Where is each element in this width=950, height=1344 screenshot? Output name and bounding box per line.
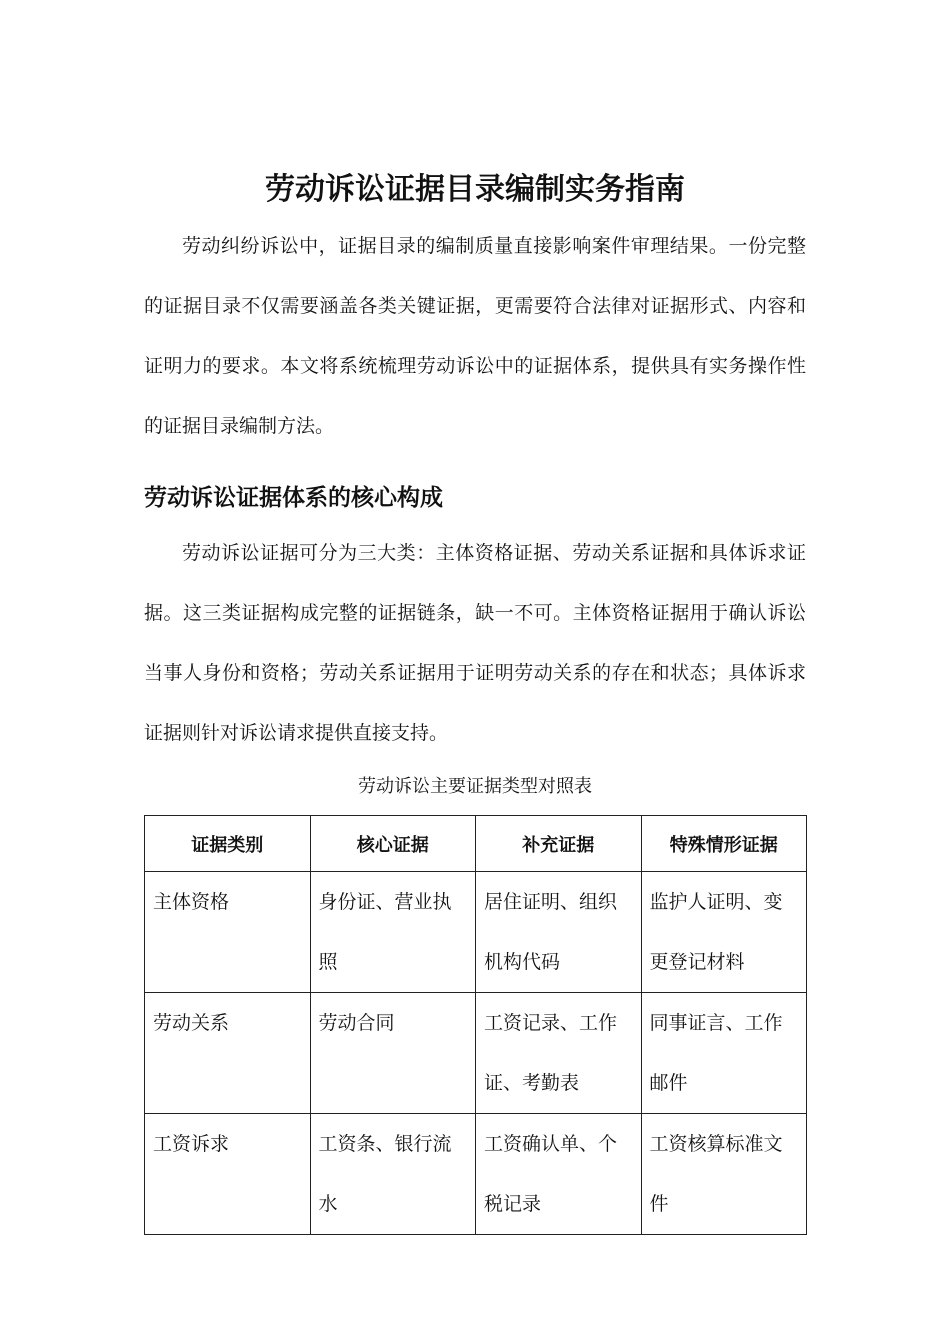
table-header-row [145,816,807,872]
evidence-table [144,815,807,1235]
table-cell: 同事证言、工作邮件 [641,993,807,1114]
column-header: 补充证据 [476,816,642,872]
table-cell: 身份证、营业执照 [310,872,476,993]
intro-paragraph: 劳动纠纷诉讼中，证据目录的编制质量直接影响案件审理结果。一份完整的证据目录不仅需要涵盖各类关键证据，更需要符合法律对证据形式、内容和证明力的要求。本文将系统梳理劳动诉讼中的证据体系，提供具有实务操作性的证据目录编制方法。 [144,235,806,437]
table-cell: 工资核算标准文件 [641,1114,807,1235]
table-cell: 劳动关系 [145,993,311,1114]
table-row [145,872,807,993]
table-caption: 劳动诉讼主要证据类型对照表 [358,776,592,797]
section-paragraph: 劳动诉讼证据可分为三大类：主体资格证据、劳动关系证据和具体诉求证据。这三类证据构成完整的证据链条，缺一不可。主体资格证据用于确认诉讼当事人身份和资格；劳动关系证据用于证明劳动关系的存在和状态；具体诉求证据则针对诉讼请求提供直接支持。 [144,542,806,744]
table-cell: 工资记录、工作证、考勤表 [476,993,642,1114]
column-header: 核心证据 [310,816,476,872]
table-cell: 工资条、银行流水 [310,1114,476,1235]
document-title: 劳动诉讼证据目录编制实务指南 [265,172,685,207]
table-cell: 居住证明、组织机构代码 [476,872,642,993]
column-header: 证据类别 [145,816,311,872]
column-header: 特殊情形证据 [641,816,807,872]
table-cell: 工资诉求 [145,1114,311,1235]
table-row [145,993,807,1114]
table-row [145,1114,807,1235]
table-cell: 劳动合同 [310,993,476,1114]
table-cell: 主体资格 [145,872,311,993]
table-cell: 监护人证明、变更登记材料 [641,872,807,993]
table-cell: 工资确认单、个税记录 [476,1114,642,1235]
section-heading: 劳动诉讼证据体系的核心构成 [144,485,443,511]
